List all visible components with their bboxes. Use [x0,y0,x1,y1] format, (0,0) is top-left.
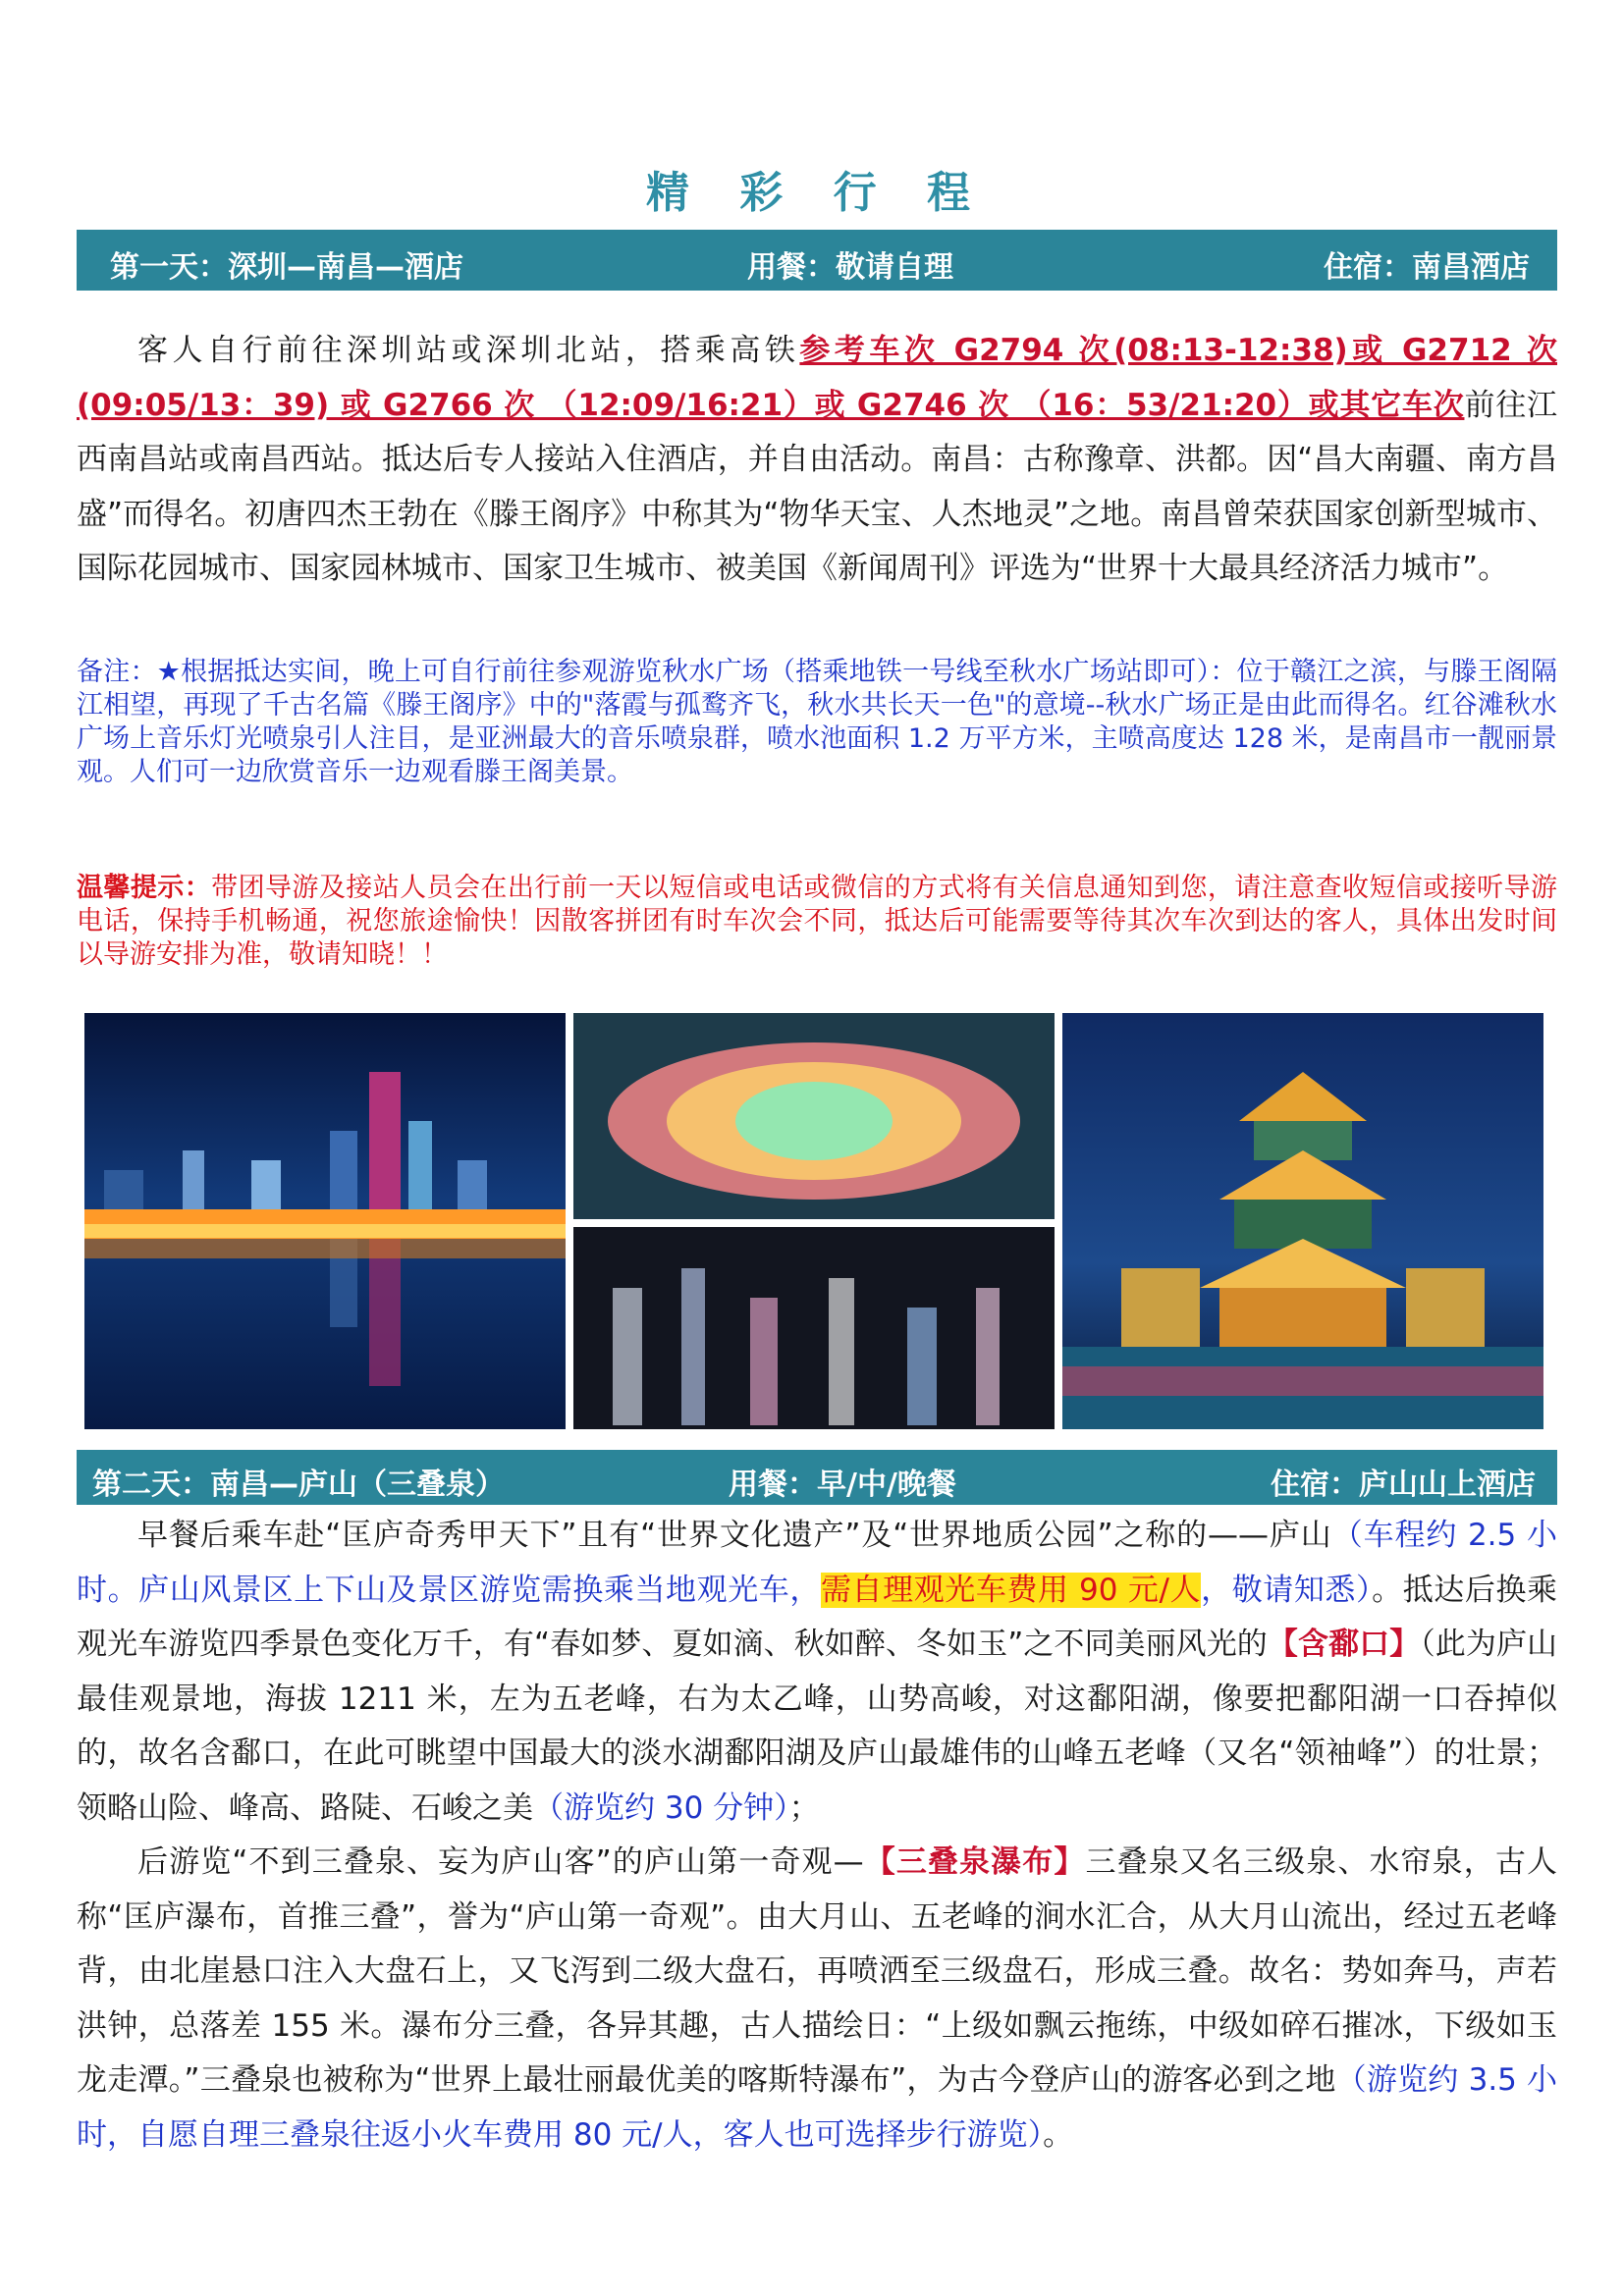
day1-note: 备注：★根据抵达实间，晚上可自行前往参观游览秋水广场（搭乘地铁一号线至秋水广场站即可）：位于赣江之滨，与滕王阁隔江相望，再现了千古名篇《滕王阁序》中的"落霞与孤鹜齐飞，秋水共长天一色"的意境--秋水广场正是由此而得名。红谷滩秋水广场上音乐灯光喷泉引人注目，是亚洲最大的音乐喷泉群，喷水池面积 1.2 万平方米，主喷高度达 128 米，是南昌市一靓丽景观。人们可一边欣赏音乐一边观看滕王阁美景。 [77,657,1557,787]
day1-route: 第一天：深圳—南昌—酒店 [110,250,463,285]
day2-paragraph-lushan [77,1509,1557,1836]
hanpokou-duration: （游览约 30 分钟） [533,1789,789,1826]
day1-nanchang-text: 前往江西南昌站或南昌西站。抵达后专人接站入住酒店，并自由活动。南昌：古称豫章、洪都。因“昌大南疆、南方昌盛”而得名。初唐四杰王勃在《滕王阁序》中称其为“物华天宝、人杰地灵”之地。南昌曾荣获国家创新型城市、国际花园城市、国家园林城市、国家卫生城市、被美国《新闻周刊》评选为“世界十大最具经济活力城市”。 [77,387,1557,586]
day1-intro: 客人自行前往深圳站或深圳北站，搭乘高铁 [137,333,800,368]
day1-description [77,324,1557,597]
day1-meals: 用餐：敬请自理 [747,250,953,285]
day2-notice: ，敬请知悉） [1201,1572,1373,1608]
day2-stay: 住宿：庐山山上酒店 [1271,1468,1536,1502]
waterfall-intro: 后游览“不到三叠泉、妄为庐山客”的庐山第一奇观— [137,1844,864,1880]
day2-paragraph-waterfall [77,1836,1557,2163]
tengwang-pavilion-image [1062,1013,1543,1429]
tip-label: 温馨提示： [77,873,212,903]
day2-lushan-intro: 早餐后乘车赴“匡庐奇秀甲天下”且有“世界文化遗产”及“世界地质公园”之称的——庐山 [137,1518,1332,1553]
day1-header-bar [77,230,1557,291]
waterfall-duration: （游览约 3.5 小时，自愿自理三叠泉往返小火车费用 80 元/人，客人也可选择步行游览） [77,2062,1557,2153]
sightseeing-bus-fee: 需自理观光车费用 90 元/人 [820,1572,1202,1608]
hanpokou-desc: （此为庐山最佳观景地，海拔 1211 米，左为五老峰，右为太乙峰，山势高峻，对这鄱阳湖，像要把鄱阳湖一口吞掉似的，故名含鄱口，在此可眺望中国最大的淡水湖鄱阳湖及庐山最雄伟的山峰五老峰（又名“领袖峰”）的壮景；领略山险、峰高、路陡、石峻之美 [77,1627,1558,1826]
spot-hanpokou: 【含鄱口】 [1267,1627,1421,1662]
day1-tip [77,872,1557,972]
day2-route: 第二天：南昌—庐山（三叠泉） [92,1468,505,1502]
page-title: 精 彩 行 程 [646,168,988,218]
tip-text: 带团导游及接站人员会在出行前一天以短信或电话或微信的方式将有关信息通知到您，请注意查收短信或接听导游电话，保持手机畅通，祝您旅途愉快！因散客拼团有时车次会不同，抵达后可能需要等待其次车次到达的客人，具体出发时间以导游安排为准，敬请知晓！！ [77,873,1558,970]
spot-sandiequan: 【三叠泉瀑布】 [863,1844,1086,1880]
day2-bus-tour: 。抵达后换乘观光车游览四季景色变化万千，有“春如梦、夏如滴、秋如醉、冬如玉”之不同美丽风光的 [77,1572,1558,1662]
waterfall-end: 。 [1043,2116,1074,2153]
music-fountain-image [573,1013,1055,1429]
photo-strip [84,1013,1553,1429]
city-night-skyline-image [84,1013,566,1429]
day2-drive-info: （车程约 2.5 小时。庐山风景区上下山及景区游览需换乘当地观光车， [77,1518,1557,1608]
day2-header-bar [77,1450,1557,1505]
day2-meals: 用餐：早/中/晚餐 [729,1468,956,1502]
day1-train-numbers: 参考车次 G2794 次(08:13-12:38)或 G2712 次(09:05/13：39) 或 G2766 次 （12:09/16:21）或 G2746 次 （16：53/21:20）或其它车次 [77,333,1557,423]
waterfall-desc: 三叠泉又名三级泉、水帘泉，古人称“匡庐瀑布，首推三叠”，誉为“庐山第一奇观”。由大月山、五老峰的涧水汇合，从大月山流出，经过五老峰背，由北崖悬口注入大盘石上，又飞泻到二级大盘石，再喷洒至三级盘石，形成三叠。故名：势如奔马，声若洪钟，总落差 155 米。瀑布分三叠，各异其趣，古人描绘日：“上级如飘云拖练，中级如碎石摧冰，下级如玉龙走潭。”三叠泉也被称为“世界上最壮丽最优美的喀斯特瀑布”，为古今登庐山的游客必到之地 [77,1844,1557,2098]
day1-stay: 住宿：南昌酒店 [1324,250,1530,285]
day2-description [77,1509,1557,2163]
hanpokou-end: ； [788,1789,820,1826]
